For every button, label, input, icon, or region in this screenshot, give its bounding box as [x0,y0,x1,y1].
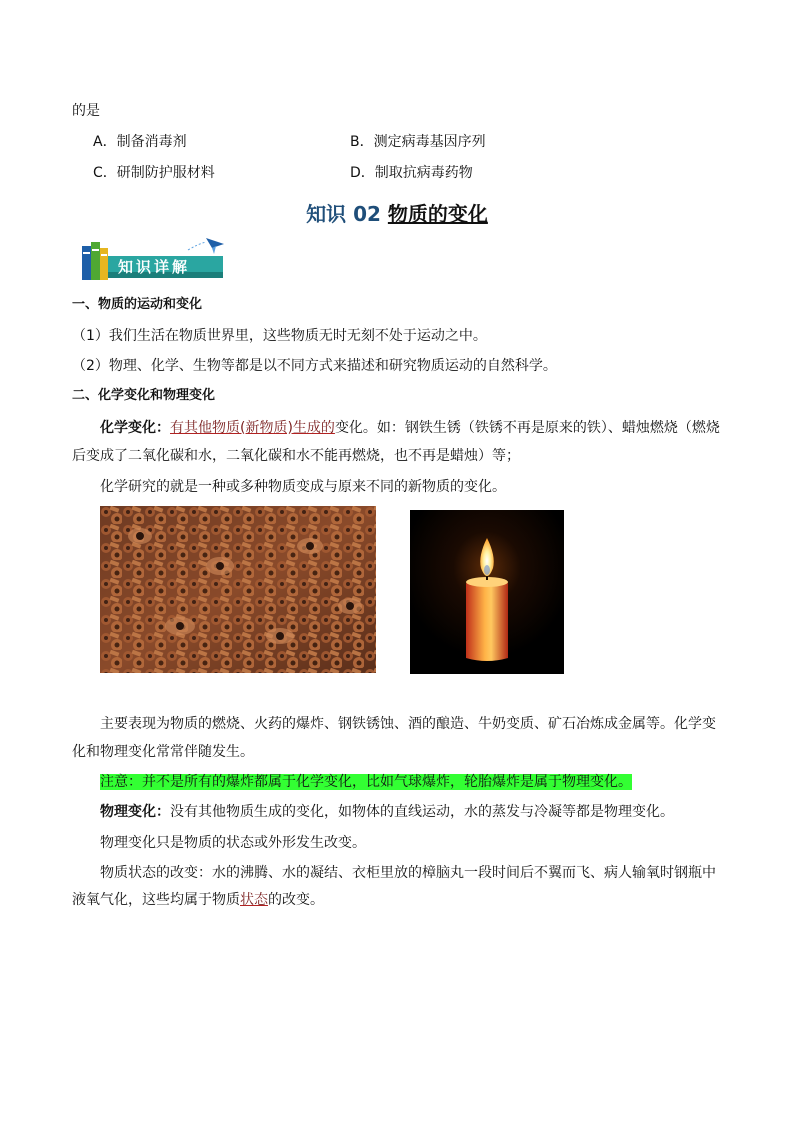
burning-candle-photo [410,510,564,674]
chem-def-line1 [100,418,720,438]
state-line2 [72,890,324,910]
option-b: B．测定病毒基因序列 [350,134,486,150]
chem-label: 化学变化： [100,420,170,436]
phys-state: 物理变化只是物质的状态或外形发生改变。 [100,835,366,851]
state-line2-underlined: 状态 [240,892,268,908]
para-2: （2）物理、化学、生物等都是以不同方式来描述和研究物质运动的自然科学。 [72,358,557,374]
state-line2-pre: 液氧气化，这些均属于物质 [72,892,240,908]
chem-underlined: 有其他物质(新物质)生成的 [170,420,335,436]
phys-label: 物理变化： [100,804,170,820]
heading-motion-change: 一、物质的运动和变化 [72,297,203,312]
badge-label: 知识详解 [118,258,191,276]
rusty-bolts-photo [100,506,376,673]
section-title [0,200,794,228]
chem-def-line2: 后变成了二氧化碳和水，二氧化碳和水不能再燃烧，也不再是蜡烛）等； [72,448,520,464]
para-1: （1）我们生活在物质世界里，这些物质无时无刻不处于运动之中。 [72,328,487,344]
heading-chem-phys-change: 二、化学变化和物理变化 [72,388,216,403]
manifest-line2: 化和物理变化常常伴随发生。 [72,744,254,760]
option-d: D．制取抗病毒药物 [350,165,473,181]
section-title-main: 物质的变化 [387,202,488,226]
knowledge-detail-badge [78,234,228,284]
chem-rest: 变化。如：钢铁生锈（铁锈不再是原来的铁）、蜡烛燃烧（燃烧 [334,420,720,436]
question-stem-tail: 的是 [72,103,100,119]
manifest-line1: 主要表现为物质的燃烧、火药的爆炸、钢铁锈蚀、酒的酿造、牛奶变质、矿石冶炼成金属等。化学变 [100,716,716,732]
option-a: A．制备消毒剂 [93,134,187,150]
chem-research: 化学研究的就是一种或多种物质变成与原来不同的新物质的变化。 [100,479,506,495]
note-highlight: 注意：并不是所有的爆炸都属于化学变化，比如气球爆炸，轮胎爆炸是属于物理变化。 [100,774,632,790]
section-title-prefix: 知识 02 [306,202,388,226]
phys-rest: 没有其他物质生成的变化，如物体的直线运动，水的蒸发与冷凝等都是物理变化。 [170,804,674,820]
phys-def [100,802,674,822]
note-line [100,772,632,792]
state-line2-post: 的改变。 [268,892,324,908]
option-c: C．研制防护服材料 [93,165,215,181]
state-line1: 物质状态的改变：水的沸腾、水的凝结、衣柜里放的樟脑丸一段时间后不翼而飞、病人输氧时钢瓶中 [100,865,716,881]
